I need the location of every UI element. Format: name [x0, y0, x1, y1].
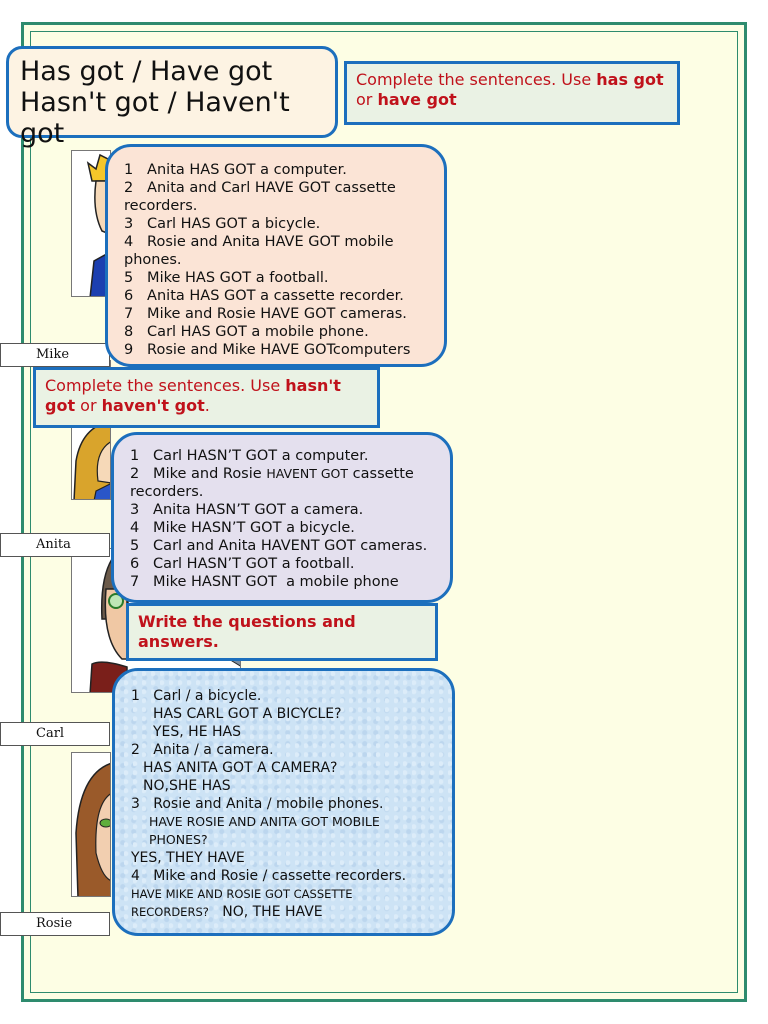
name-tag-rosie: Rosie	[0, 912, 110, 936]
instruction-box-1	[344, 61, 680, 125]
instruction-box-3: Write the questions and answers.	[126, 603, 438, 661]
exercise-3-question: HAVE ROSIE AND ANITA GOT MOBILE PHONES?	[149, 814, 384, 847]
instruction-2-post: .	[204, 396, 210, 415]
name-tag-carl: Carl	[0, 722, 110, 746]
instruction-1-mid: or	[356, 90, 378, 109]
exercise-3-prompt: 3 Rosie and Anita / mobile phones.	[131, 796, 384, 812]
instruction-1-bold-2: have got	[377, 90, 457, 109]
exercise-3-question: HAS CARL GOT A BICYCLE?	[153, 706, 342, 722]
photo-rosie	[71, 752, 111, 897]
instruction-2-mid: or	[75, 396, 102, 415]
exercise-1-item: 7 Mike and Rosie HAVE GOT cameras.	[124, 306, 407, 322]
exercise-3-prompt: 2 Anita / a camera.	[131, 742, 274, 758]
exercise-3-bubble	[112, 668, 455, 936]
exercise-3-prompt: 1 Carl / a bicycle.	[131, 688, 262, 704]
exercise-2-item: 3 Anita HASN’T GOT a camera.	[130, 502, 364, 518]
instruction-1-pre: Complete the sentences. Use	[356, 70, 597, 89]
exercise-2-item: 7 Mike HASNT GOT a mobile phone	[130, 574, 399, 590]
exercise-3-question-answer	[131, 885, 438, 921]
exercise-1-bubble	[105, 144, 447, 367]
exercise-3-answer: NO, THE HAVE	[222, 904, 323, 920]
instruction-1-bold-1: has got	[596, 70, 664, 89]
name-tag-mike: Mike	[0, 343, 110, 367]
exercise-2-item-part: cassette recorders.	[130, 466, 419, 500]
exercise-2-item	[130, 465, 436, 501]
exercise-1-item: 9 Rosie and Mike HAVE GOTcomputers	[124, 342, 411, 358]
instruction-2-bold-1: hasn't got	[45, 376, 341, 415]
instruction-2-pre: Complete the sentences. Use	[45, 376, 286, 395]
exercise-2-item-part: HAVENT GOT	[266, 466, 349, 481]
exercise-1-item: 5 Mike HAS GOT a football.	[124, 270, 329, 286]
exercise-3-answer: YES, HE HAS	[153, 724, 241, 740]
exercise-3-question: HAS ANITA GOT A CAMERA?	[143, 760, 338, 776]
exercise-1-item: 4 Rosie and Anita HAVE GOT mobile phones.	[124, 234, 399, 268]
exercise-2-item: 5 Carl and Anita HAVENT GOT cameras.	[130, 538, 428, 554]
title-line-1: Has got / Have got	[20, 56, 273, 87]
name-tag-anita: Anita	[0, 533, 110, 557]
exercise-2-bubble	[111, 432, 453, 603]
exercise-2-item: 4 Mike HASN’T GOT a bicycle.	[130, 520, 355, 536]
exercise-1-item: 6 Anita HAS GOT a cassette recorder.	[124, 288, 404, 304]
page-title	[20, 56, 350, 149]
exercise-3-prompt: 4 Mike and Rosie / cassette recorders.	[131, 868, 407, 884]
title-line-3: got	[20, 118, 65, 149]
exercise-2-item: 6 Carl HASN’T GOT a football.	[130, 556, 355, 572]
exercise-2-item: 1 Carl HASN’T GOT a computer.	[130, 448, 369, 464]
exercise-1-item: 3 Carl HAS GOT a bicycle.	[124, 216, 321, 232]
rosie-cartoon-image	[72, 753, 111, 897]
instruction-box-2	[33, 367, 380, 428]
exercise-1-item: 2 Anita and Carl HAVE GOT cassette recorders.	[124, 180, 401, 214]
title-line-2: Hasn't got / Haven't	[20, 87, 290, 118]
exercise-3-answer: YES, THEY HAVE	[131, 850, 245, 866]
exercise-1-item: 8 Carl HAS GOT a mobile phone.	[124, 324, 369, 340]
exercise-1-item: 1 Anita HAS GOT a computer.	[124, 162, 347, 178]
exercise-3-answer: NO,SHE HAS	[143, 778, 231, 794]
exercise-3-question: HAVE MIKE AND ROSIE GOT CASSETTE RECORDERS?	[131, 887, 357, 919]
instruction-2-bold-2: haven't got	[101, 396, 205, 415]
exercise-2-item-part: 2 Mike and Rosie	[130, 466, 267, 482]
